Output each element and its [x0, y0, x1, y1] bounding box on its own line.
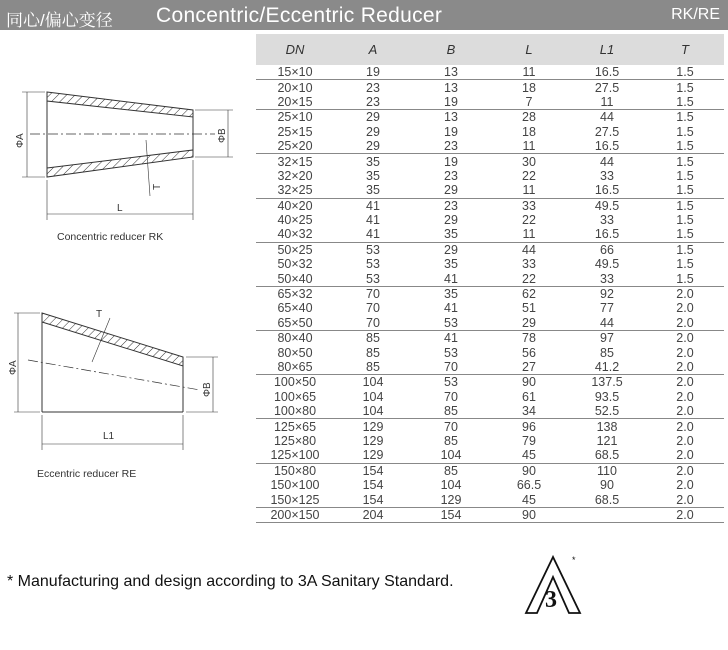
cell-b: 35 [444, 287, 458, 302]
table-row [256, 227, 724, 242]
cell-l1: 68.5 [568, 492, 646, 507]
cell-t: 2.0 [646, 507, 724, 522]
table-row [256, 463, 724, 478]
column-header-a: A [334, 34, 412, 65]
table-row [256, 242, 724, 257]
cell-l: 22 [522, 168, 536, 183]
cell-l: 61 [522, 389, 536, 404]
cell-l1: 138 [596, 419, 618, 434]
cell-l1: 33 [600, 213, 614, 228]
cell-l1: 90 [600, 478, 614, 493]
cell-a: 53 [334, 271, 412, 286]
table-header-row [256, 34, 724, 65]
cell-l: 90 [522, 375, 536, 390]
cell-dn: 65×50 [256, 316, 334, 331]
cell-a: 154 [362, 478, 384, 493]
cell-l: 11 [490, 227, 568, 242]
table-row [256, 345, 724, 359]
cell-a: 154 [362, 463, 384, 478]
cell-a: 41 [366, 198, 380, 213]
cell-l: 62 [522, 287, 536, 302]
cell-b: 13 [444, 110, 458, 125]
cell-dn: 32×15 [277, 154, 313, 169]
cell-l1: 16.5 [568, 65, 646, 80]
cell-t: 1.5 [676, 110, 694, 125]
table-row [256, 110, 724, 125]
cell-dn: 32×20 [277, 168, 313, 183]
table-row [256, 213, 724, 227]
table-row [256, 507, 724, 522]
footnote: * Manufacturing and design according to 3A Sanitary Standard. [7, 573, 454, 590]
cell-l: 56 [522, 345, 536, 360]
cell-b: 53 [412, 316, 490, 331]
cell-b: 104 [440, 478, 462, 493]
page-title: Concentric/Eccentric Reducer [156, 4, 443, 27]
cell-dn: 20×10 [277, 80, 313, 95]
cell-l1: 27.5 [594, 124, 620, 139]
cell-l1: 33 [568, 271, 646, 286]
table-row [256, 390, 724, 404]
cell-b: 41 [444, 331, 458, 346]
cell-a: 23 [334, 95, 412, 110]
cell-t: 1.5 [646, 271, 724, 286]
eccentric-caption: Eccentric reducer RE [37, 468, 137, 480]
cell-l: 96 [522, 419, 536, 434]
cell-t: 2.0 [676, 301, 694, 316]
cell-t: 1.5 [676, 257, 694, 272]
cell-l: 45 [490, 448, 568, 463]
cell-b: 29 [444, 213, 458, 228]
cell-b: 85 [444, 463, 458, 478]
cell-l: 66.5 [516, 478, 542, 493]
cell-b: 23 [444, 168, 458, 183]
cell-dn: 25×15 [277, 124, 313, 139]
cell-l1: 16.5 [568, 183, 646, 198]
table-row [256, 448, 724, 463]
cell-dn: 25×20 [256, 139, 334, 154]
cell-l1: 16.5 [568, 139, 646, 154]
cell-t: 1.5 [676, 154, 694, 169]
cell-t: 2.0 [646, 316, 724, 331]
concentric-caption: Concentric reducer RK [57, 231, 164, 243]
cell-a: 129 [362, 433, 384, 448]
eccentric-reducer-drawing [0, 300, 245, 460]
cell-b: 70 [444, 389, 458, 404]
cell-t: 1.5 [676, 242, 694, 257]
cell-t: 1.5 [676, 198, 694, 213]
cell-l: 30 [522, 154, 536, 169]
cell-a: 129 [362, 419, 384, 434]
cell-l: 22 [522, 213, 536, 228]
table-row [256, 139, 724, 154]
cell-dn: 25×10 [277, 110, 313, 125]
cell-l1: 93.5 [594, 389, 620, 404]
concentric-label-l: L [117, 203, 123, 214]
cell-t: 1.5 [646, 139, 724, 154]
cell-b: 41 [412, 271, 490, 286]
table-row [256, 95, 724, 110]
cell-a: 104 [362, 389, 384, 404]
cell-l1: 110 [597, 463, 617, 478]
cell-a: 53 [366, 257, 380, 272]
eccentric-label-phi-a: ΦA [8, 360, 19, 375]
table-row [256, 316, 724, 331]
cell-a: 23 [366, 80, 380, 95]
cell-t: 2.0 [646, 404, 724, 419]
table-row [256, 301, 724, 315]
eccentric-label-t: T [96, 309, 103, 320]
cell-l1: 44 [600, 154, 614, 169]
cell-b: 70 [444, 419, 458, 434]
cell-dn: 125×100 [256, 448, 334, 463]
cell-dn: 50×32 [277, 257, 313, 272]
cell-a: 35 [366, 154, 380, 169]
cell-dn: 80×65 [256, 360, 334, 375]
cell-a: 41 [334, 227, 412, 242]
cell-b: 13 [412, 65, 490, 80]
cell-a: 19 [334, 65, 412, 80]
cell-b: 23 [412, 139, 490, 154]
cell-dn: 50×25 [277, 242, 313, 257]
cell-l1: 68.5 [568, 448, 646, 463]
table-row [256, 198, 724, 213]
cell-t: 1.5 [676, 124, 694, 139]
cell-a: 41 [366, 213, 380, 228]
cell-l1: 27.5 [594, 80, 620, 95]
table-body [256, 65, 724, 523]
cell-a: 70 [366, 301, 380, 316]
cell-dn: 100×80 [256, 404, 334, 419]
column-header-b: B [412, 34, 490, 65]
cell-b: 104 [412, 448, 490, 463]
cell-l: 29 [490, 316, 568, 331]
cell-l: 90 [490, 507, 568, 522]
cell-dn: 20×15 [256, 95, 334, 110]
eccentric-label-phi-b: ΦB [202, 382, 213, 397]
cell-dn: 65×40 [277, 301, 313, 316]
cell-l1: 44 [568, 316, 646, 331]
cell-dn: 150×125 [256, 492, 334, 507]
cell-dn: 65×32 [277, 287, 313, 302]
cell-l1: 41.2 [568, 360, 646, 375]
cell-b: 129 [412, 492, 490, 507]
eccentric-label-l1: L1 [103, 431, 115, 442]
cell-a: 35 [334, 183, 412, 198]
cell-b: 35 [412, 227, 490, 242]
cell-a: 29 [366, 110, 380, 125]
cell-b: 29 [444, 242, 458, 257]
cell-a: 70 [366, 287, 380, 302]
cell-t: 1.5 [646, 65, 724, 80]
table-row [256, 125, 724, 139]
table-row [256, 154, 724, 169]
cell-l: 28 [522, 110, 536, 125]
cell-b: 19 [412, 95, 490, 110]
column-header-l1: L1 [568, 34, 646, 65]
table-row [256, 271, 724, 286]
cell-t: 1.5 [646, 183, 724, 198]
table-row [256, 65, 724, 80]
column-header-dn: DN [256, 34, 334, 65]
cell-l1: 85 [600, 345, 614, 360]
cell-l: 11 [490, 183, 568, 198]
cell-l1: 121 [596, 433, 618, 448]
cell-l: 27 [490, 360, 568, 375]
cell-l: 90 [522, 463, 536, 478]
cell-dn: 150×80 [273, 463, 317, 478]
cell-l: 78 [522, 331, 536, 346]
cell-t: 2.0 [676, 331, 694, 346]
table-row [256, 286, 724, 301]
cell-l: 44 [522, 242, 536, 257]
cell-l: 18 [522, 124, 536, 139]
table-row [256, 360, 724, 375]
cell-t: 2.0 [676, 463, 694, 478]
cell-dn: 40×20 [277, 198, 313, 213]
cell-a: 85 [366, 345, 380, 360]
cell-dn: 15×10 [256, 65, 334, 80]
cell-b: 19 [444, 154, 458, 169]
cell-b: 53 [444, 375, 458, 390]
cell-dn: 32×25 [256, 183, 334, 198]
cell-l: 45 [490, 492, 568, 507]
dimension-table [256, 34, 724, 523]
table-row [256, 169, 724, 183]
cell-l: 11 [490, 139, 568, 154]
cell-l: 79 [522, 433, 536, 448]
cell-b: 29 [412, 183, 490, 198]
cell-t: 1.5 [676, 213, 694, 228]
cell-t: 2.0 [676, 287, 694, 302]
cell-a: 29 [334, 139, 412, 154]
cell-dn: 40×32 [256, 227, 334, 242]
cell-l1: 49.5 [594, 198, 620, 213]
column-header-l: L [490, 34, 568, 65]
cell-l: 18 [522, 80, 536, 95]
cell-l: 51 [522, 301, 536, 316]
cell-dn: 125×65 [273, 419, 317, 434]
table-row [256, 419, 724, 434]
cell-a: 85 [366, 331, 380, 346]
cell-l1: 97 [600, 331, 614, 346]
title-chinese: 同心/偏心变径 [6, 11, 113, 30]
table-row [256, 478, 724, 492]
cell-dn: 50×40 [256, 271, 334, 286]
cell-l1: 11 [568, 95, 646, 110]
cell-a: 70 [334, 316, 412, 331]
logo-number: 3 [545, 587, 557, 613]
3a-sanitary-logo [522, 553, 584, 615]
cell-l: 33 [522, 257, 536, 272]
table-row [256, 434, 724, 448]
cell-t: 2.0 [676, 375, 694, 390]
column-header-t: T [646, 34, 724, 65]
cell-l: 22 [490, 271, 568, 286]
cell-a: 129 [334, 448, 412, 463]
table-row [256, 257, 724, 271]
concentric-label-phi-b: ΦB [217, 128, 228, 143]
cell-b: 19 [444, 124, 458, 139]
cell-t: 2.0 [646, 360, 724, 375]
cell-l: 33 [522, 198, 536, 213]
cell-a: 53 [366, 242, 380, 257]
cell-b: 154 [412, 507, 490, 522]
cell-a: 29 [366, 124, 380, 139]
cell-dn: 40×25 [277, 213, 313, 228]
cell-l1: 33 [600, 168, 614, 183]
cell-l1: 16.5 [568, 227, 646, 242]
cell-dn: 125×80 [273, 433, 317, 448]
table-row [256, 80, 724, 95]
cell-b: 53 [444, 345, 458, 360]
cell-l: 7 [490, 95, 568, 110]
logo-star: * [572, 555, 576, 565]
cell-l1 [568, 507, 646, 522]
cell-t: 2.0 [676, 345, 694, 360]
table-row [256, 492, 724, 507]
cell-a: 154 [334, 492, 412, 507]
table-row [256, 183, 724, 198]
cell-l1: 44 [600, 110, 614, 125]
cell-dn: 150×100 [270, 478, 320, 493]
cell-a: 104 [334, 404, 412, 419]
product-code: RK/RE [671, 6, 720, 23]
concentric-label-phi-a: ΦA [15, 133, 26, 148]
cell-t: 1.5 [676, 168, 694, 183]
cell-b: 70 [412, 360, 490, 375]
cell-a: 35 [366, 168, 380, 183]
cell-l: 11 [490, 65, 568, 80]
cell-t: 1.5 [646, 95, 724, 110]
cell-dn: 100×50 [273, 375, 317, 390]
cell-l1: 77 [600, 301, 614, 316]
cell-dn: 200×150 [256, 507, 334, 522]
title-bar [0, 0, 728, 30]
cell-dn: 100×65 [273, 389, 317, 404]
cell-a: 204 [334, 507, 412, 522]
cell-t: 2.0 [676, 389, 694, 404]
cell-t: 2.0 [646, 492, 724, 507]
cell-dn: 80×50 [277, 345, 313, 360]
table-row [256, 404, 724, 419]
cell-dn: 80×40 [277, 331, 313, 346]
table-row [256, 331, 724, 346]
cell-t: 2.0 [676, 419, 694, 434]
cell-t: 2.0 [676, 433, 694, 448]
cell-b: 35 [444, 257, 458, 272]
cell-b: 23 [444, 198, 458, 213]
cell-l1: 66 [600, 242, 614, 257]
cell-a: 85 [334, 360, 412, 375]
cell-l1: 49.5 [594, 257, 620, 272]
cell-l: 34 [490, 404, 568, 419]
cell-b: 13 [444, 80, 458, 95]
concentric-label-t: T [152, 183, 163, 190]
cell-b: 41 [444, 301, 458, 316]
cell-b: 85 [412, 404, 490, 419]
table-row [256, 375, 724, 390]
cell-b: 85 [444, 433, 458, 448]
cell-t: 2.0 [676, 478, 694, 493]
cell-a: 104 [362, 375, 384, 390]
concentric-reducer-drawing [0, 80, 245, 250]
cell-l1: 52.5 [568, 404, 646, 419]
cell-t: 1.5 [676, 80, 694, 95]
cell-l1: 137.5 [591, 375, 623, 390]
cell-l1: 92 [600, 287, 614, 302]
cell-t: 2.0 [646, 448, 724, 463]
cell-t: 1.5 [646, 227, 724, 242]
